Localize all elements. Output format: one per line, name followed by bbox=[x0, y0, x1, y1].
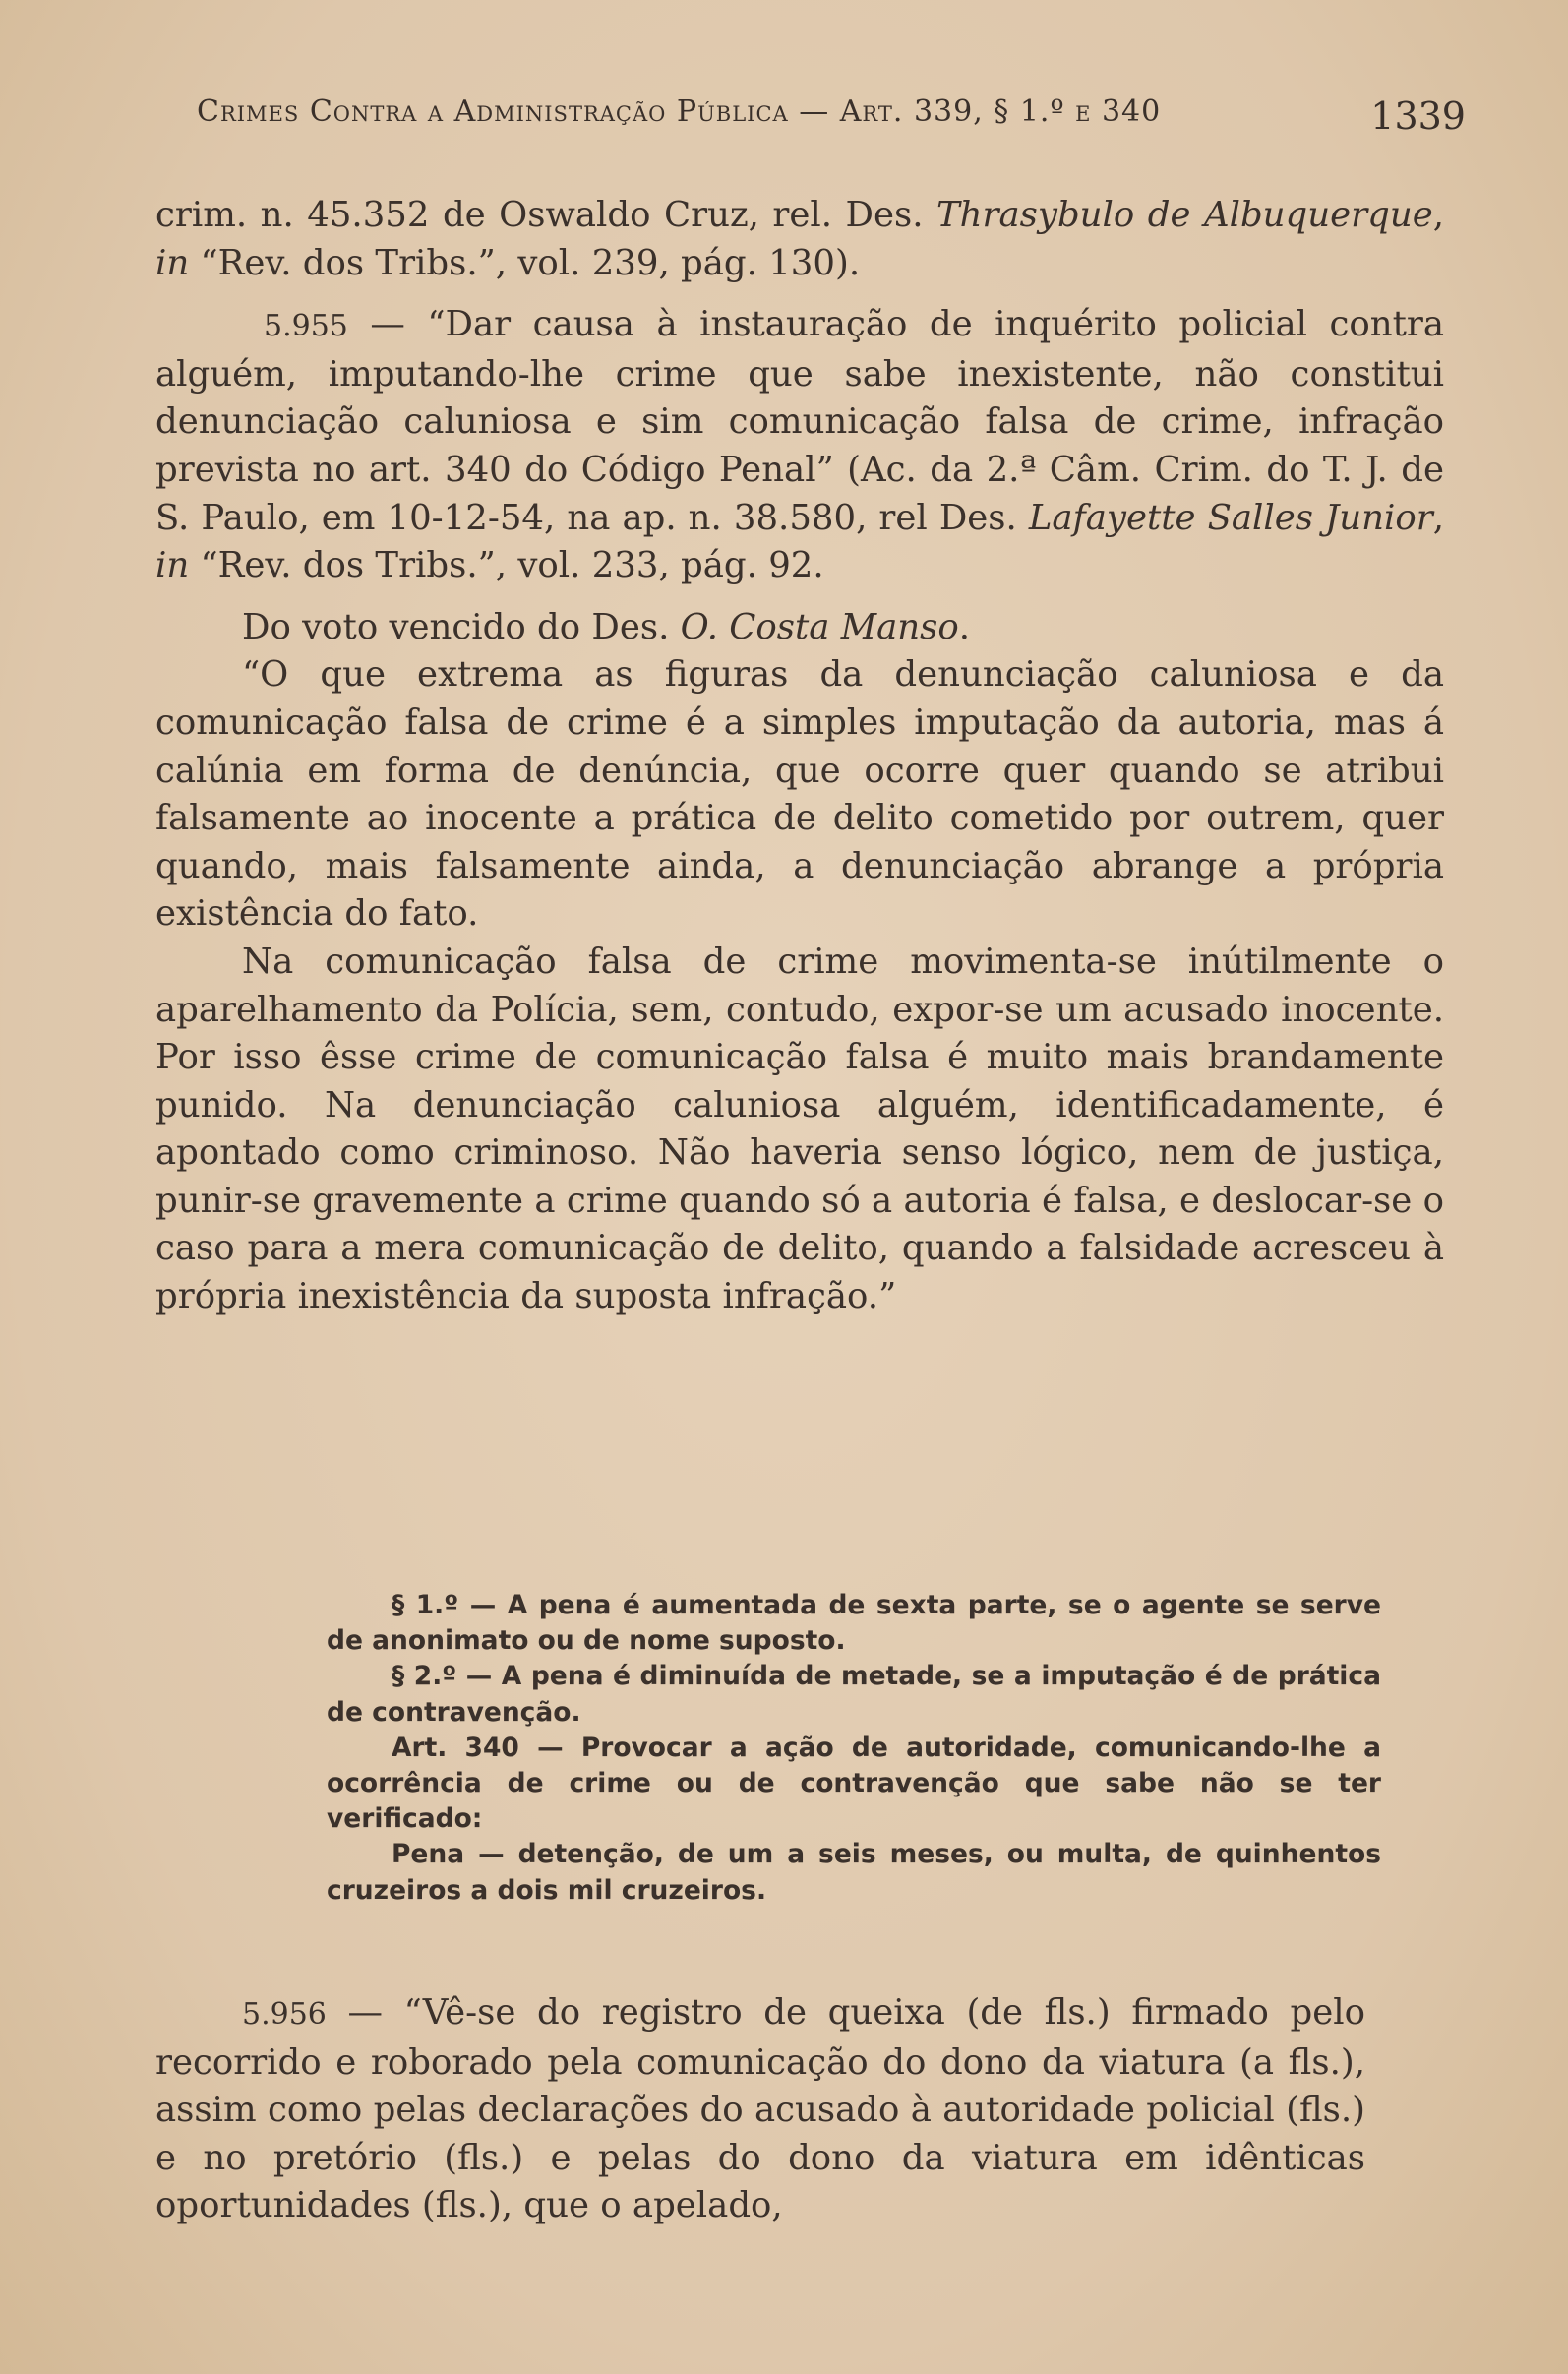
paragraph-5956: 5.956 — “Vê-se do registro de queixa (de fls.) firmado pelo recorrido e roborado pela comunicação do dono da viatura (a fls.), assim como pelas declarações do acusado à autoridade policial (fls.) e no pretório (fls.) e pelas do dono da viatura em idênticas oportunidades (fls.), que o apelado, bbox=[155, 1992, 1365, 2226]
case-number: 5.956 bbox=[242, 1997, 327, 2032]
page-header bbox=[197, 91, 1466, 150]
statute-text bbox=[327, 1588, 1381, 1909]
lower-text bbox=[155, 1989, 1365, 2230]
paragraph-dissent-1: “O que extrema as figuras da denunciação caluniosa e da comunicação falsa de crime é a simples imputação da autoria, mas á calúnia em forma de denúncia, que ocorre quer quando se atribui falsamente ao inocente a prática de delito cometido por outrem, quer quando, mais falsamente ainda, a denunciação abrange a própria existência do fato. bbox=[155, 654, 1444, 935]
paragraph-5955: 5.955 — “Dar causa à instauração de inquérito policial contra alguém, imputando-lhe crime que sabe inexistente, não constitui denunciação caluniosa e sim comunicação falsa de crime, infração prevista no art. 340 do Código Penal” (Ac. da 2.ª Câm. Crim. do T. J. de S. Paulo, em 10-12-54, na ap. n. 38.580, rel Des. Lafayette Salles Junior, in “Rev. dos Tribs.”, vol. 233, pág. 92. bbox=[155, 304, 1444, 586]
paragraph-citation-continued: crim. n. 45.352 de Oswaldo Cruz, rel. Des. Thrasybulo de Albuquerque, in “Rev. dos Tribs.”, vol. 239, pág. 130). bbox=[155, 195, 1444, 283]
case-number: 5.955 bbox=[264, 309, 348, 344]
statute-penalty: Pena — detenção, de um a seis meses, ou multa, de quinhentos cruzeiros a dois mil cruzeiros. bbox=[327, 1839, 1381, 1906]
statute-article-340: Art. 340 — Provocar a ação de autoridade, comunicando-lhe a ocorrência de crime ou de contravenção que sabe não se ter verificado: bbox=[327, 1732, 1381, 1835]
main-text bbox=[155, 192, 1444, 1321]
running-title: Crimes Contra a Administração Pública — Art. 339, § 1.º e 340 bbox=[197, 94, 1162, 129]
judge-name: Lafayette Salles Junior bbox=[1028, 497, 1433, 538]
judge-name: O. Costa Manso bbox=[680, 606, 959, 647]
page-number: 1339 bbox=[1370, 94, 1466, 138]
judge-name: Thrasybulo de Albuquerque bbox=[936, 195, 1433, 235]
statute-paragraph-2: § 2.º — A pena é diminuída de metade, se a imputação é de prática de contravenção. bbox=[327, 1661, 1381, 1728]
paragraph-dissent-intro: Do voto vencido do Des. O. Costa Manso. bbox=[242, 606, 970, 647]
paragraph-dissent-2: Na comunicação falsa de crime movimenta-se inútilmente o aparelhamento da Polícia, sem, contudo, expor-se um acusado inocente. Por isso êsse crime de comunicação falsa é muito mais brandamente punido. Na denunciação caluniosa alguém, identificadamente, é apontado como criminoso. Não haveria senso lógico, nem de justiça, punir-se gravemente a crime quando só a autoria é falsa, e deslocar-se o caso para a mera comunicação de delito, quando a falsidade acresceu à própria inexistência da suposta infração.” bbox=[155, 941, 1444, 1317]
statute-paragraph-1: § 1.º — A pena é aumentada de sexta parte, se o agente se serve de anonimato ou de nome suposto. bbox=[327, 1590, 1381, 1657]
